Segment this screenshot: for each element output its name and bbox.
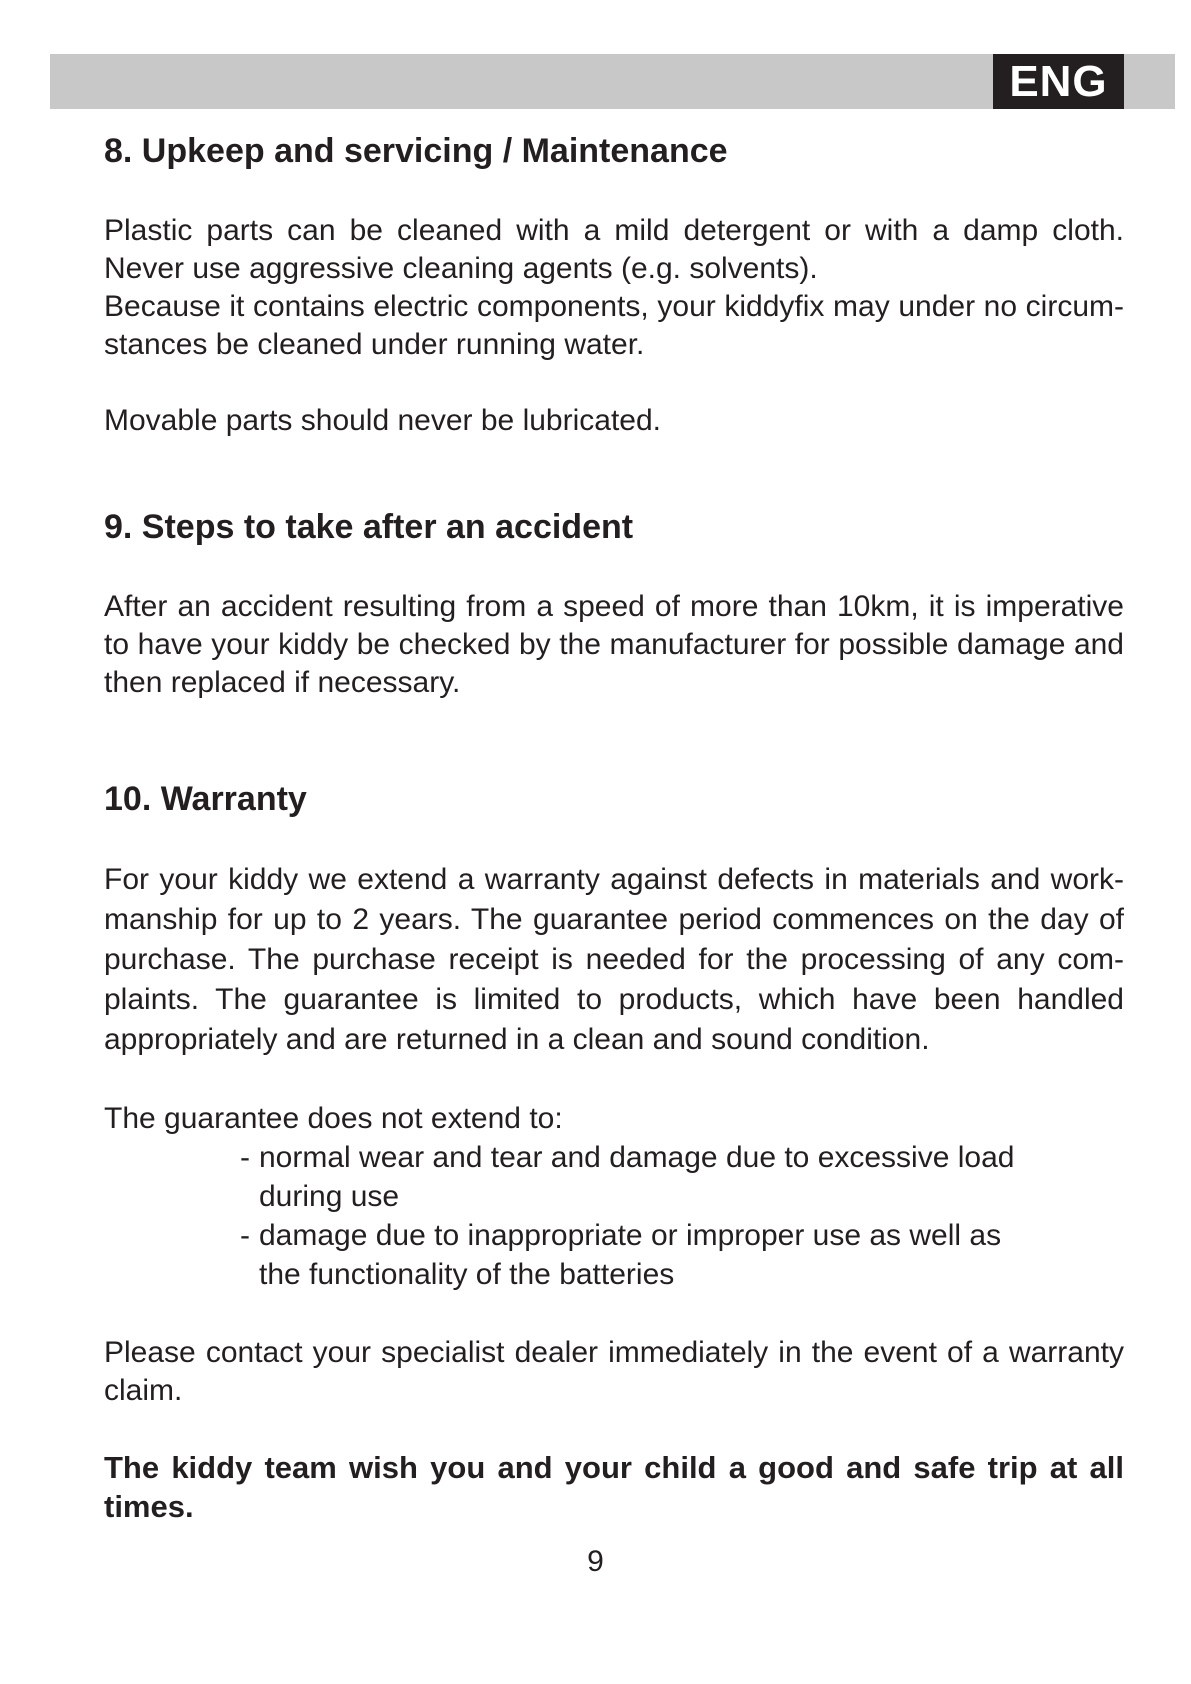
warranty-exclusions-intro: The guarantee does not extend to: [104,1102,563,1135]
warranty-paragraph-2: Please contact your specialist dealer immediately in the event of a warranty claim. [104,1336,1124,1407]
warranty-paragraph-1: For your kiddy we extend a warranty against defects in materials and work-manship for up to 2 years. The guarantee period commences on the day of purchase. The purchase receipt is needed for the processing of any com-plaints. The guarantee is limited to products, which have been handled appropriately and are returned in a clean and sound condition. [104,863,1124,1056]
accident-paragraph-1: After an accident resulting from a speed of more than 10km, it is imperative to have your kiddy be checked by the manufacturer for possible damage and then replaced if necessary. [104,590,1124,699]
maintenance-paragraph-1: Plastic parts can be cleaned with a mild detergent or with a damp cloth. Never use aggressive cleaning agents (e.g. solvents). [104,214,1124,285]
page-number: 9 [587,1545,604,1578]
section-title-warranty: 10. Warranty [104,780,307,818]
list-item: - normal wear and tear and damage due to excessive load during use [240,1138,1039,1216]
maintenance-paragraph-2: Because it contains electric components, your kiddyfix may under no circum-stances be cleaned under running water. [104,290,1124,361]
language-badge: ENG [993,54,1124,109]
section-title-maintenance: 8. Upkeep and servicing / Maintenance [104,132,728,170]
page-content [104,130,1124,1526]
maintenance-paragraph-3: Movable parts should never be lubricated. [104,404,661,437]
section-title-accident: 9. Steps to take after an accident [104,508,634,546]
list-item: - damage due to inappropriate or improper use as well as the functionality of the batteries [240,1216,1039,1294]
closing-message: The kiddy team wish you and your child a good and safe trip at all times. [104,1450,1124,1524]
warranty-exclusions-list [104,1138,1124,1294]
